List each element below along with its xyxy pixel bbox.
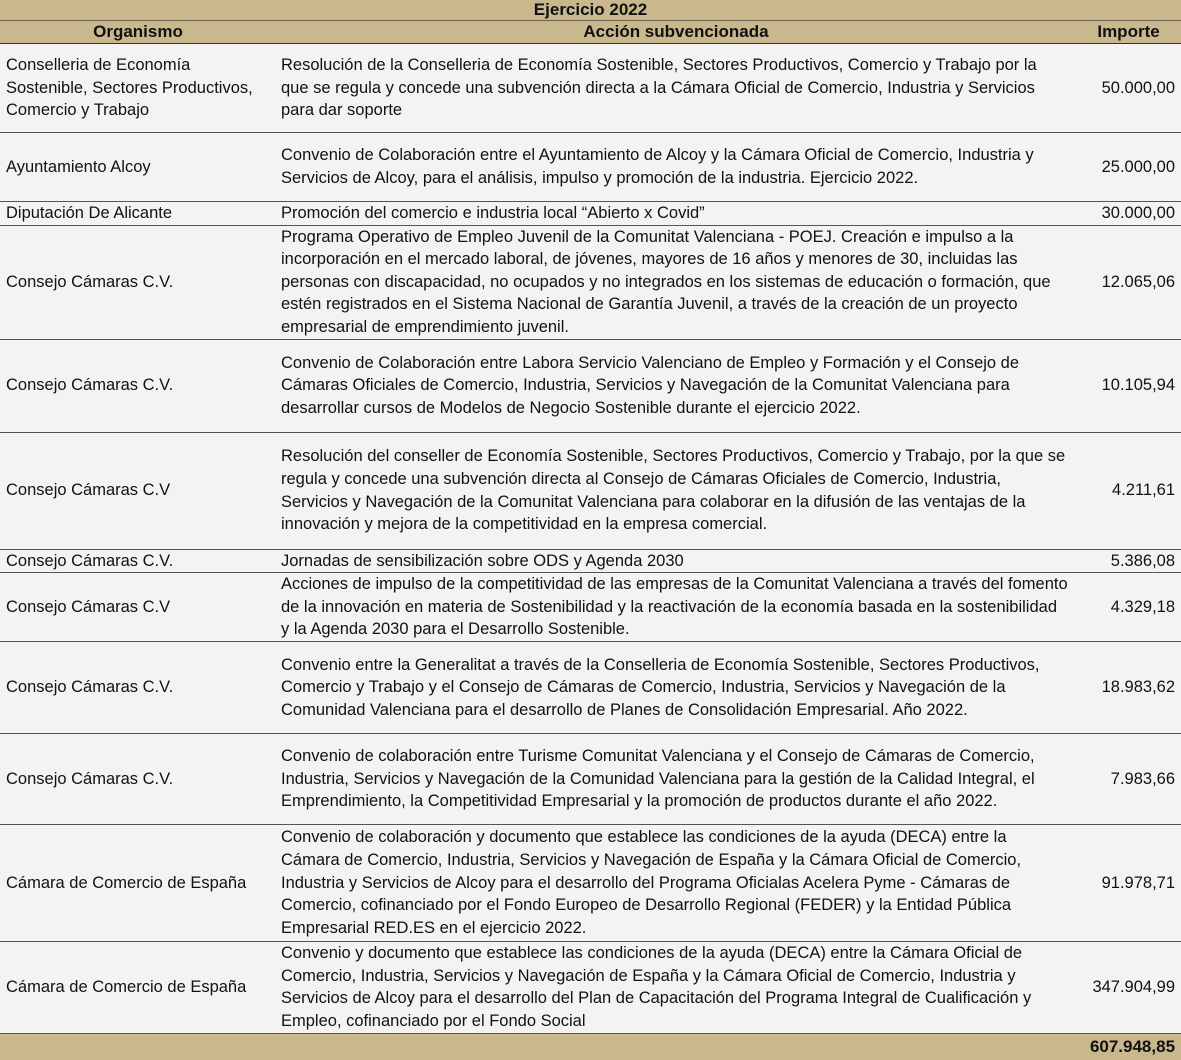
cell-organismo: Ayuntamiento Alcoy <box>0 133 276 202</box>
cell-importe: 5.386,08 <box>1076 549 1181 573</box>
cell-importe: 7.983,66 <box>1076 733 1181 824</box>
cell-accion: Promoción del comercio e industria local “Abierto x Covid” <box>276 202 1076 226</box>
table-row <box>0 573 1181 642</box>
header-organismo: Organismo <box>0 21 276 44</box>
cell-importe: 10.105,94 <box>1076 339 1181 432</box>
table-row <box>0 432 1181 549</box>
table-row <box>0 44 1181 133</box>
cell-importe: 12.065,06 <box>1076 225 1181 339</box>
cell-organismo: Consejo Cámaras C.V. <box>0 339 276 432</box>
header-accion: Acción subvencionada <box>276 21 1076 44</box>
cell-accion: Acciones de impulso de la competitividad de las empresas de la Comunitat Valenciana a través del fomento de la innovación en materia de Sostenibilidad y la reactivación de la economía basada en la sostenibilidad y la Agenda 2030 para el Desarrollo Sostenible. <box>276 573 1076 642</box>
table-row <box>0 733 1181 824</box>
column-header-row <box>0 21 1181 44</box>
table-row <box>0 133 1181 202</box>
table-row <box>0 641 1181 733</box>
cell-importe: 25.000,00 <box>1076 133 1181 202</box>
cell-organismo: Cámara de Comercio de España <box>0 824 276 941</box>
cell-organismo: Consejo Cámaras C.V <box>0 432 276 549</box>
cell-accion: Programa Operativo de Empleo Juvenil de la Comunitat Valenciana - POEJ. Creación e impulso a la incorporación en el mercado laboral, de jóvenes, mayores de 16 años y menores de 30, incluidas las personas con discapacidad, no ocupados y no integrados en los sistemas de educación o formación, que estén registrados en el Sistema Nacional de Garantía Juvenil, a través de la creación de un proyecto empresarial de emprendimiento juvenil. <box>276 225 1076 339</box>
cell-organismo: Conselleria de Economía Sostenible, Sectores Productivos, Comercio y Trabajo <box>0 44 276 133</box>
cell-importe: 91.978,71 <box>1076 824 1181 941</box>
table-row <box>0 225 1181 339</box>
cell-organismo: Consejo Cámaras C.V. <box>0 733 276 824</box>
cell-accion: Convenio de Colaboración entre el Ayuntamiento de Alcoy y la Cámara Oficial de Comercio, Industria y Servicios de Alcoy, para el análisis, impulso y promoción de la industria. Ejercicio 2022. <box>276 133 1076 202</box>
cell-organismo: Consejo Cámaras C.V. <box>0 549 276 573</box>
total-amount: 607.948,85 <box>0 1033 1181 1060</box>
cell-organismo: Consejo Cámaras C.V <box>0 573 276 642</box>
table-row <box>0 549 1181 573</box>
cell-accion: Convenio y documento que establece las condiciones de la ayuda (DECA) entre la Cámara Oficial de Comercio, Industria, Servicios y Navegación de España y la Cámara Oficial de Comercio, Industria y Servicios de Alcoy para el desarrollo del Plan de Capacitación del Programa Integral de Cualificación y Empleo, cofinanciado por el Fondo Social <box>276 941 1076 1033</box>
cell-organismo: Consejo Cámaras C.V. <box>0 641 276 733</box>
cell-importe: 4.211,61 <box>1076 432 1181 549</box>
table-row <box>0 824 1181 941</box>
cell-importe: 18.983,62 <box>1076 641 1181 733</box>
cell-importe: 30.000,00 <box>1076 202 1181 226</box>
cell-importe: 347.904,99 <box>1076 941 1181 1033</box>
cell-accion: Resolución de la Conselleria de Economía Sostenible, Sectores Productivos, Comercio y Trabajo por la que se regula y concede una subvención directa a la Cámara Oficial de Comercio, Industria y Servicios para dar soporte <box>276 44 1076 133</box>
table-row <box>0 339 1181 432</box>
cell-accion: Resolución del conseller de Economía Sostenible, Sectores Productivos, Comercio y Trabajo, por la que se regula y concede una subvención directa al Consejo de Cámaras Oficiales de Comercio, Industria, Servicios y Navegación de la Comunitat Valenciana para colaborar en la difusión de las ventajas de la innovación y mejora de la competitividad en la empresa comercial. <box>276 432 1076 549</box>
cell-organismo: Consejo Cámaras C.V. <box>0 225 276 339</box>
exercise-title: Ejercicio 2022 <box>0 0 1181 21</box>
exercise-header-row <box>0 0 1181 21</box>
cell-accion: Jornadas de sensibilización sobre ODS y Agenda 2030 <box>276 549 1076 573</box>
cell-accion: Convenio de Colaboración entre Labora Servicio Valenciano de Empleo y Formación y el Consejo de Cámaras Oficiales de Comercio, Industria, Servicios y Navegación de la Comunitat Valenciana para desarrollar cursos de Modelos de Negocio Sostenible durante el ejercicio 2022. <box>276 339 1076 432</box>
table-row <box>0 202 1181 226</box>
cell-accion: Convenio de colaboración y documento que establece las condiciones de la ayuda (DECA) entre la Cámara de Comercio, Industria, Servicios y Navegación de España y la Cámara Oficial de Comercio, Industria y Servicios de Alcoy para el desarrollo del Programa Oficialas Acelera Pyme - Cámaras de Comercio, cofinanciado por el Fondo Europeo de Desarrollo Regional (FEDER) y la Entidad Pública Empresarial RED.ES en el ejercicio 2022. <box>276 824 1076 941</box>
table-row <box>0 941 1181 1033</box>
cell-organismo: Diputación De Alicante <box>0 202 276 226</box>
header-importe: Importe <box>1076 21 1181 44</box>
cell-accion: Convenio entre la Generalitat a través de la Conselleria de Economía Sostenible, Sectores Productivos, Comercio y Trabajo y el Consejo de Cámaras de Comercio, Industria, Servicios y Navegación de la Comunidad Valenciana para el desarrollo de Planes de Consolidación Empresarial. Año 2022. <box>276 641 1076 733</box>
cell-importe: 50.000,00 <box>1076 44 1181 133</box>
cell-importe: 4.329,18 <box>1076 573 1181 642</box>
cell-organismo: Cámara de Comercio de España <box>0 941 276 1033</box>
cell-accion: Convenio de colaboración entre Turisme Comunitat Valenciana y el Consejo de Cámaras de Comercio, Industria, Servicios y Navegación de la Comunidad Valenciana para la gestión de la Calidad Integral, el Emprendimiento, la Competitividad Empresarial y la promoción de productos durante el año 2022. <box>276 733 1076 824</box>
